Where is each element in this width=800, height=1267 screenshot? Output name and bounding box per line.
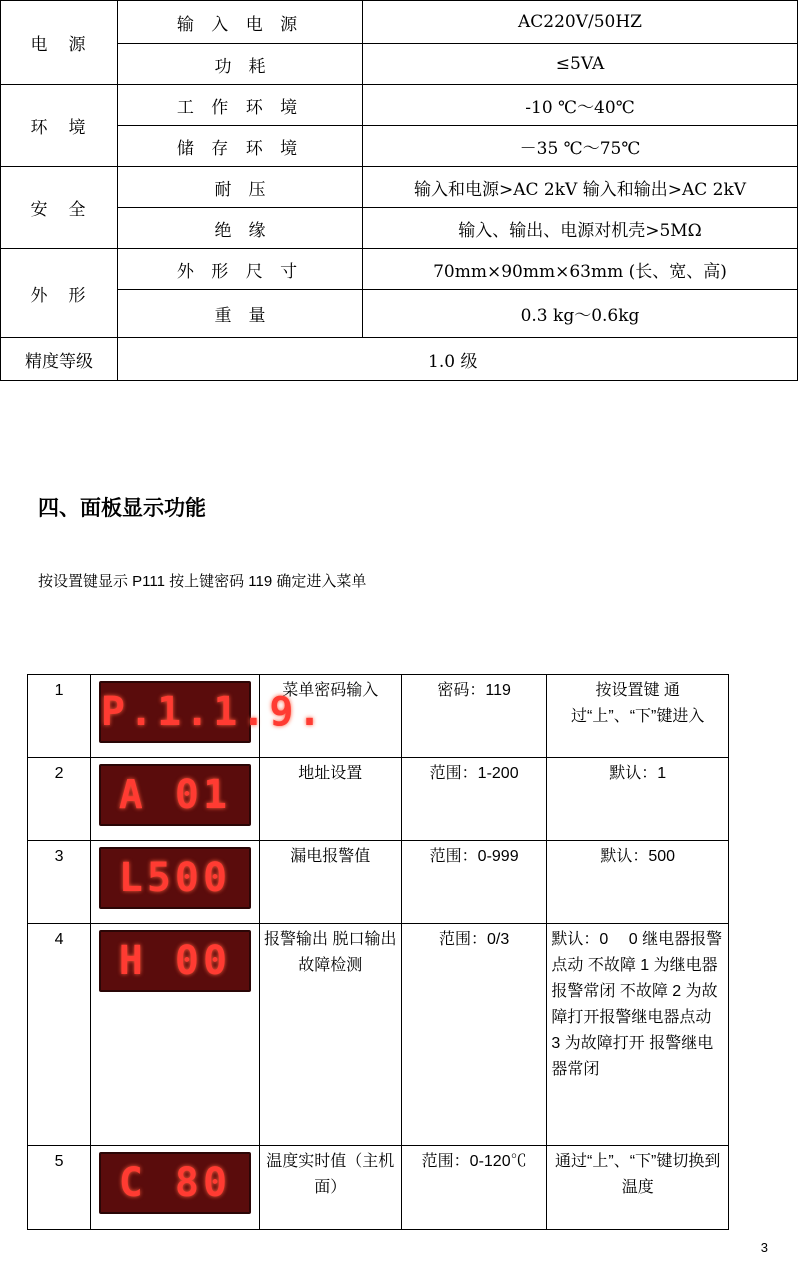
group-power: 电 源 [1,1,118,85]
led-display: C 80 [99,1152,251,1214]
led-display-cell [91,758,259,841]
row-index: 2 [28,758,91,841]
section-title: 四、面板显示功能 [38,496,206,520]
led-display-cell [91,924,259,1146]
row-index: 4 [28,924,91,1146]
group-shape: 外 形 [1,249,118,338]
menu-name: 漏电报警值 [259,841,401,924]
menu-note: 默认：500 [547,841,729,924]
group-env: 环 境 [1,85,118,167]
menu-note: 按设置键 通过“上”、“下”键进入 [547,675,729,758]
spec-item: 工 作 环 境 [118,85,363,126]
spec-item: 功 耗 [118,44,363,85]
spec-value: AC220V/50HZ [363,1,798,44]
led-display-cell [91,841,259,924]
intro-text: 按设置键显示 P111 按上键密码 119 确定进入菜单 [38,573,367,590]
menu-note: 默认：1 [547,758,729,841]
spec-value: －35 ℃～75℃ [363,126,798,167]
spec-item: 绝 缘 [118,208,363,249]
led-display-cell [91,675,326,758]
spec-item: 外 形 尺 寸 [118,249,363,290]
menu-table [27,674,729,1230]
menu-note: 默认：0 0 继电器报警点动 不故障 1 为继电器报警常闭 不故障 2 为故障打开报警继电器点动 3 为故障打开 报警继电器常闭 [547,924,729,1146]
row-index: 3 [28,841,91,924]
spec-value: 0.3 kg～0.6kg [363,290,798,338]
menu-range: 密码：119 [401,675,547,758]
menu-range: 范围：0-999 [401,841,547,924]
menu-name: 温度实时值（主机面） [259,1146,401,1230]
spec-value: 70mm×90mm×63mm (长、宽、高) [363,249,798,290]
menu-name: 地址设置 [259,758,401,841]
menu-name: 报警输出 脱口输出 故障检测 [259,924,401,1146]
accuracy-label: 精度等级 [1,338,118,381]
spec-table [0,0,798,381]
led-display: A 01 [99,764,251,826]
spec-value: 输入、输出、电源对机壳>5MΩ [363,208,798,249]
spec-item: 重 量 [118,290,363,338]
led-display-cell [91,1146,259,1230]
accuracy-value: 1.0 级 [118,338,798,381]
menu-range: 范围：0/3 [401,924,547,1146]
led-display: P.1.1.9. [99,681,251,743]
menu-note: 通过“上”、“下”键切换到温度 [547,1146,729,1230]
led-display: H 00 [99,930,251,992]
row-index: 5 [28,1146,91,1230]
menu-name: 菜单密码输入 [259,675,401,758]
spec-value: 输入和电源>AC 2kV 输入和输出>AC 2kV [363,167,798,208]
spec-value: ≤5VA [363,44,798,85]
row-index: 1 [28,675,91,758]
spec-value: -10 ℃～40℃ [363,85,798,126]
spec-item: 耐 压 [118,167,363,208]
spec-item: 输 入 电 源 [118,1,363,44]
table-row [28,924,729,1146]
group-safety: 安 全 [1,167,118,249]
table-row [28,1146,729,1230]
menu-range: 范围：1-200 [401,758,547,841]
led-display: L500 [99,847,251,909]
table-row [28,841,729,924]
menu-range: 范围：0-120℃ [401,1146,547,1230]
table-row [28,675,729,758]
table-row [28,758,729,841]
page-number: 3 [760,1240,768,1255]
spec-item: 储 存 环 境 [118,126,363,167]
